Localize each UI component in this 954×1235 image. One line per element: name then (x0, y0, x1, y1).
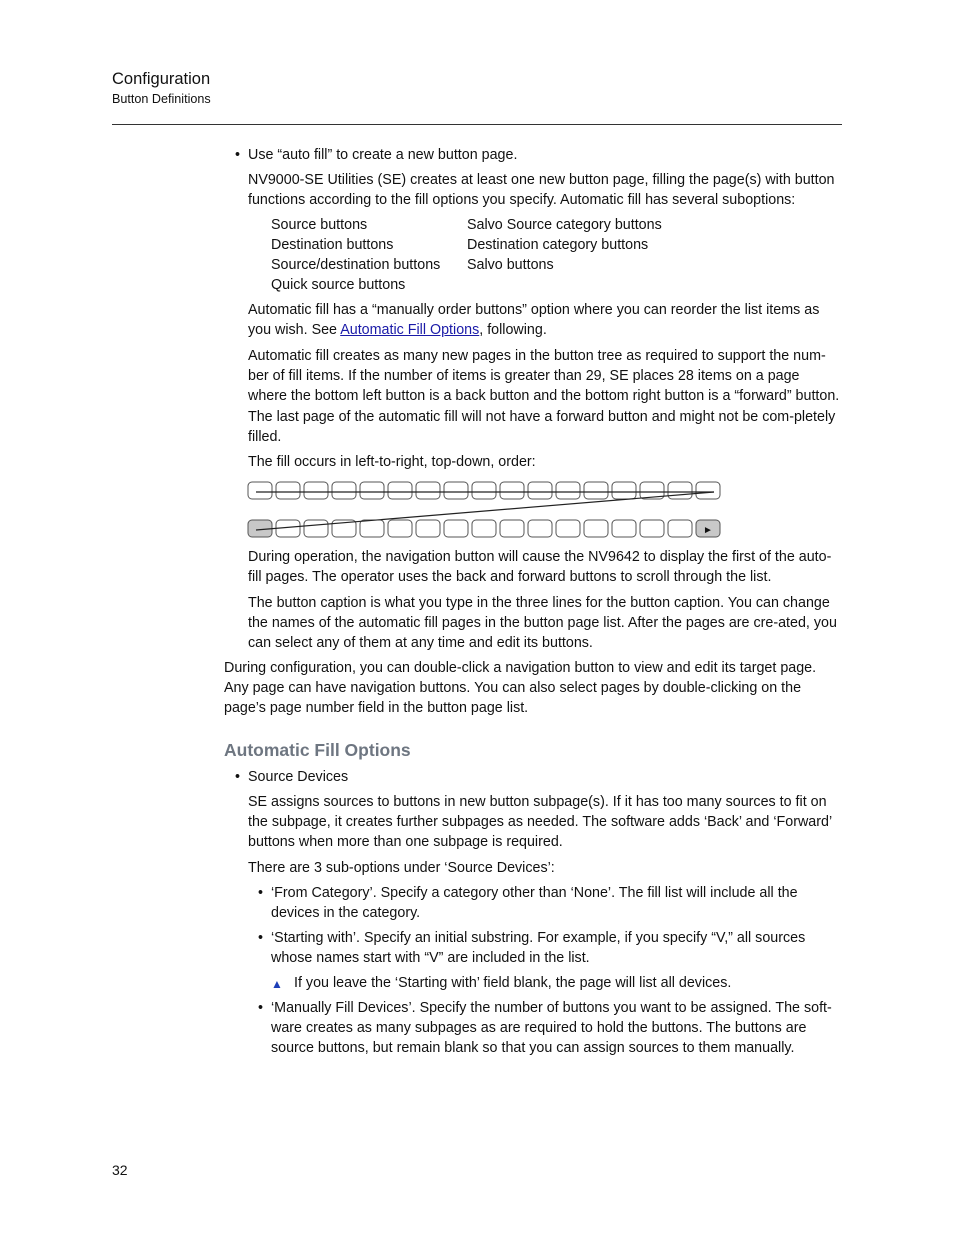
forward-arrow-icon: ► (703, 525, 713, 536)
fill-slot-button (416, 520, 440, 537)
fill-slot-button (696, 482, 720, 499)
fill-slot-button (584, 520, 608, 537)
section-heading: Automatic Fill Options (224, 740, 411, 760)
bullet-auto-fill: • Use “auto fill” to create a new button page. (248, 145, 842, 165)
manual-order-text-end: , following. (479, 322, 547, 339)
header-divider (112, 124, 842, 125)
paragraph-autofill-description: NV9000-SE Utilities (SE) creates at least one new button page, filling the page(s) with button functions according to the fill options you specify. Automatic fill has several suboptions: (248, 172, 835, 209)
suboption-item: Destination category buttons (467, 237, 649, 253)
fill-order-diagram (244, 478, 726, 544)
fill-slot-button (668, 482, 692, 499)
fill-slot-button (500, 482, 524, 499)
suboption-item: Destination buttons (271, 237, 394, 253)
fill-slot-button (528, 482, 552, 499)
fill-slot-button (612, 520, 636, 537)
fill-slot-button (556, 520, 580, 537)
suboption-item: Source/destination buttons (271, 257, 441, 273)
fill-slot-button (276, 482, 300, 499)
paragraph-fill-order: The fill occurs in left-to-right, top-down, order: (248, 454, 536, 470)
bullet-from-category: • ‘From Category’. Specify a category other than ‘None’. The fill list will include all the devices in the category. (271, 883, 842, 923)
fill-slot-button (528, 520, 552, 537)
suboption-row (271, 235, 691, 255)
paragraph-during-configuration: During configuration, you can double-click a navigation button to view and edit its target page. Any page can have navigation buttons. You can also select pages by double-clicking on the page’s page number field in the button page list. (224, 660, 817, 717)
fill-slot-button (584, 482, 608, 499)
paragraph-many-pages: Automatic fill creates as many new pages in the button tree as required to support the num-ber of fill items. If the number of items is greater than 29, SE places 28 items on a page where the bottom left button is a back button and the bottom right button is a “forward” button. The last page of the automatic fill will not have a forward button and might not be com-pletely filled. (248, 348, 840, 445)
chapter-title: Configuration (112, 70, 211, 88)
fill-slot-button (444, 520, 468, 537)
note-triangle-icon: ▲ (271, 977, 283, 991)
bullet-manually-fill: • ‘Manually Fill Devices’. Specify the number of buttons you want to be assigned. The soft-ware creates as many subpages as are required to hold the buttons. The buttons are source buttons, but remain blank so that you can assign sources to them manually. (271, 998, 842, 1059)
fill-slot-button (388, 520, 412, 537)
suboption-item: Salvo Source category buttons (467, 217, 662, 233)
fill-slot-button (444, 482, 468, 499)
section-subtitle: Button Definitions (112, 92, 211, 106)
suboption-item: Quick source buttons (271, 277, 406, 293)
fill-slot-button (248, 482, 272, 499)
fill-slot-button (360, 520, 384, 537)
paragraph-three-suboptions: There are 3 sub-options under ‘Source Devices’: (248, 860, 555, 876)
page-number: 32 (112, 1162, 128, 1178)
fill-slot-button (304, 482, 328, 499)
fill-slot-button (360, 482, 384, 499)
paragraph-manual-order (248, 300, 842, 340)
fill-slot-button (416, 482, 440, 499)
paragraph-se-assigns: SE assigns sources to buttons in new button subpage(s). If it has too many sources to fit on the subpage, it creates further subpages as needed. The software adds ‘Back’ and ‘Forward’ buttons when more than one subpage is required. (248, 794, 832, 851)
paragraph-button-caption: The button caption is what you type in the three lines for the button caption. You can change the names of the automatic fill pages in the button page list. After the pages are cre-ated, you can select any of them at any time and edit its buttons. (248, 595, 837, 652)
note-text: If you leave the ‘Starting with’ field blank, the page will list all devices. (294, 975, 732, 991)
fill-slot-button (640, 520, 664, 537)
suboption-row (271, 275, 691, 295)
fill-slot-button (472, 520, 496, 537)
fill-slot-button (668, 520, 692, 537)
bullet-starting-with: • ‘Starting with’. Specify an initial substring. For example, if you specify “V,” all sources whose names start with “V” are included in the list. (271, 928, 842, 968)
manual-order-text: Automatic fill has a “manually order buttons” option where you can reorder the list items as you wish. See (248, 302, 820, 339)
fill-slot-button (556, 482, 580, 499)
bullet-source-devices: • Source Devices (248, 767, 842, 787)
suboption-item: Source buttons (271, 217, 368, 233)
fill-slot-button (500, 520, 524, 537)
fill-slot-button (388, 482, 412, 499)
fill-slot-button (612, 482, 636, 499)
note-block (271, 973, 842, 993)
suboptions-table (271, 215, 691, 295)
auto-fill-options-link[interactable]: Automatic Fill Options (340, 322, 480, 339)
fill-slot-button (304, 520, 328, 537)
suboption-row (271, 255, 691, 275)
fill-slot-button (472, 482, 496, 499)
suboption-row (271, 215, 691, 235)
paragraph-during-operation: During operation, the navigation button will cause the NV9642 to display the first of the auto-fill pages. The operator uses the back and forward buttons to scroll through the list. (248, 549, 832, 586)
suboption-item: Salvo buttons (467, 257, 554, 273)
fill-slot-button (332, 482, 356, 499)
